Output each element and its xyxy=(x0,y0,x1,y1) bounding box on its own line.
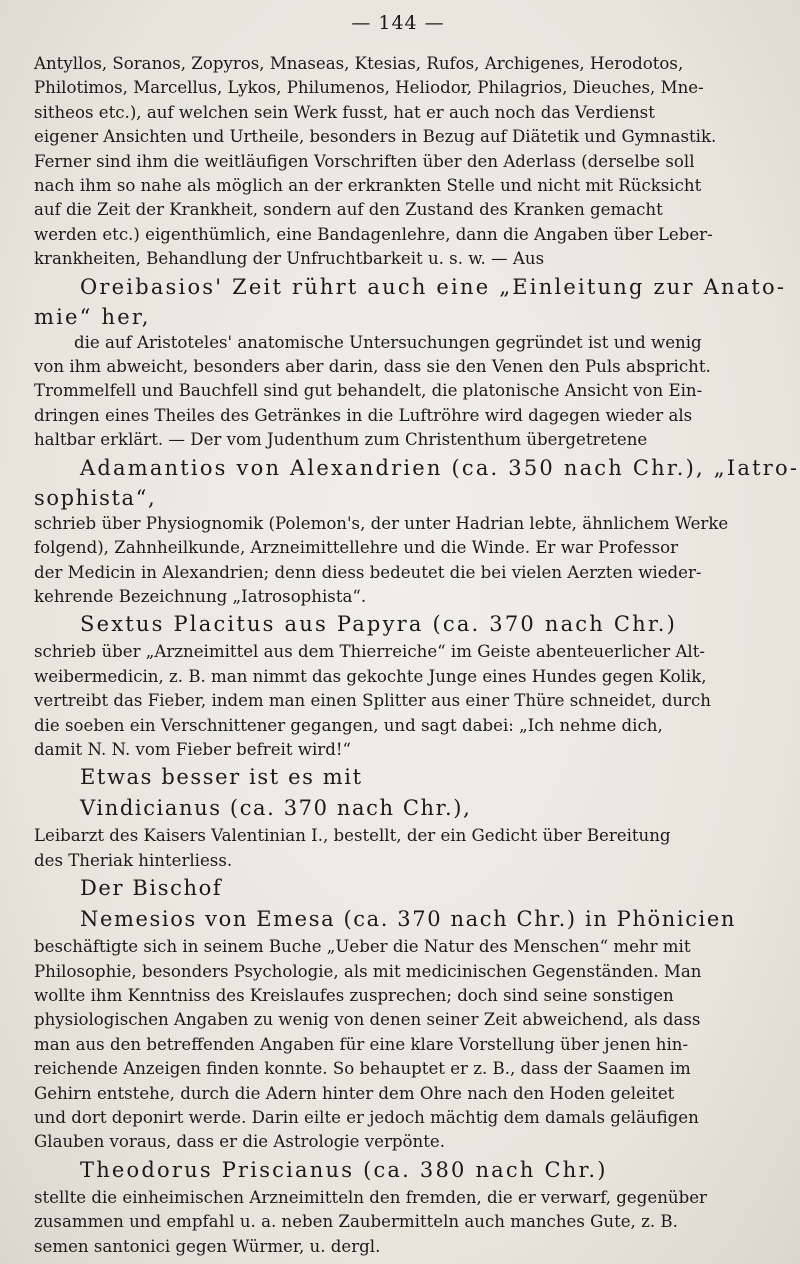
heading-line: Theodorus Priscianus (ca. 380 nach Chr.) xyxy=(80,1157,608,1182)
text-line: schrieb über „Arzneimittel aus dem Thierreiche“ im Geiste abenteuerlicher Alt- xyxy=(34,642,706,662)
heading-oreibasios xyxy=(34,272,787,331)
heading-line: Der Bischof xyxy=(80,876,223,901)
paragraph-physiognomik xyxy=(34,512,762,610)
text-line: die soeben ein Verschnittener gegangen, und sagt dabei: „Ich nehme dich, xyxy=(34,715,663,735)
text-line: Gehirn entstehe, durch die Adern hinter dem Ohre nach den Hoden geleitet xyxy=(34,1083,675,1103)
paragraph-thierreiche xyxy=(34,640,762,762)
heading-nemesios xyxy=(34,873,762,935)
heading-line: Sextus Placitus aus Papyra (ca. 370 nach Chr.) xyxy=(80,612,678,637)
text-line: Ferner sind ihm die weitläufigen Vorschriften über den Aderlass (derselbe soll xyxy=(34,151,695,171)
text-line: zusammen und empfahl u. a. neben Zaubermitteln auch manches Gute, z. B. xyxy=(34,1212,678,1232)
paragraph-sources xyxy=(34,52,762,272)
text-line: der Medicin in Alexandrien; denn diess bedeutet die bei vielen Aerzten wieder- xyxy=(34,562,702,582)
text-line: Trommelfell und Bauchfell sind gut behandelt, die platonische Ansicht von Ein- xyxy=(34,381,703,401)
text-line: schrieb über Physiognomik (Polemon's, der unter Hadrian lebte, ähnlichem Werke xyxy=(34,513,729,533)
paragraph-anatomie xyxy=(34,331,762,453)
text-line: semen santonici gegen Würmer, u. dergl. xyxy=(34,1236,381,1256)
text-line: reichende Anzeigen finden konnte. So behauptet er z. B., dass der Saamen im xyxy=(34,1059,691,1079)
text-line: nach ihm so nahe als möglich an der erkrankten Stelle und nicht mit Rücksicht xyxy=(34,176,702,196)
paragraph-natur-des-menschen xyxy=(34,935,762,1155)
paragraph-theriak xyxy=(34,824,762,873)
text-line: kehrende Bezeichnung „Iatrosophista“. xyxy=(34,586,367,606)
text-line: eigener Ansichten und Urtheile, besonders in Bezug auf Diätetik und Gymnastik. xyxy=(34,127,717,147)
heading-line: Vindicianus (ca. 370 nach Chr.), xyxy=(80,796,472,821)
text-line: Philosophie, besonders Psychologie, als mit medicinischen Gegenständen. Man xyxy=(34,961,702,981)
paragraph-arzneimittel xyxy=(34,1186,762,1259)
text-line: man aus den betreffenden Angaben für eine klare Vorstellung über jenen hin- xyxy=(34,1034,689,1054)
heading-adamantios xyxy=(34,453,800,512)
text-line: krankheiten, Behandlung der Unfruchtbarkeit u. s. w. — Aus xyxy=(34,249,545,269)
text-line: wollte ihm Kenntniss des Kreislaufes zusprechen; doch sind seine sonstigen xyxy=(34,985,674,1005)
text-line: Leibarzt des Kaisers Valentinian I., bestellt, der ein Gedicht über Bereitung xyxy=(34,826,671,846)
text-line: auf die Zeit der Krankheit, sondern auf den Zustand des Kranken gemacht xyxy=(34,200,663,220)
heading-vindicianus xyxy=(34,762,762,824)
heading-line: sophista“, xyxy=(34,485,157,510)
heading-sextus-placitus xyxy=(34,609,762,640)
text-line: weibermedicin, z. B. man nimmt das gekochte Junge eines Hundes gegen Kolik, xyxy=(34,666,707,686)
text-line: Glauben voraus, dass er die Astrologie verpönte. xyxy=(34,1132,445,1152)
text-line: beschäftigte sich in seinem Buche „Ueber die Natur des Menschen“ mehr mit xyxy=(34,937,691,957)
heading-line: Nemesios von Emesa (ca. 370 nach Chr.) in Phönicien xyxy=(80,907,737,932)
text-line: haltbar erklärt. — Der vom Judenthum zum Christenthum übergetretene xyxy=(34,430,648,450)
text-line: folgend), Zahnheilkunde, Arzneimittellehre und die Winde. Er war Professor xyxy=(34,538,679,558)
text-line: sitheos etc.), auf welchen sein Werk fusst, hat er auch noch das Verdienst xyxy=(34,102,655,122)
text-line: damit N. N. vom Fieber befreit wird!“ xyxy=(34,739,351,759)
text-line: vertreibt das Fieber, indem man einen Splitter aus einer Thüre schneidet, durch xyxy=(34,691,711,711)
text-line: werden etc.) eigenthümlich, eine Bandagenlehre, dann die Angaben über Leber- xyxy=(34,224,713,244)
heading-theodorus xyxy=(34,1155,762,1186)
text-line: und dort deponirt werde. Darin eilte er jedoch mächtig dem damals geläufigen xyxy=(34,1108,699,1127)
page-body xyxy=(34,52,800,1259)
text-line: physiologischen Angaben zu wenig von denen seiner Zeit abweichend, als dass xyxy=(34,1010,701,1030)
text-line: die auf Aristoteles' anatomische Untersuchungen gegründet ist und wenig xyxy=(74,332,702,352)
text-line: des Theriak hinterliess. xyxy=(34,850,233,870)
heading-line: Oreibasios' Zeit rührt auch eine „Einleitung zur Anato- xyxy=(80,274,787,299)
text-line: Philotimos, Marcellus, Lykos, Philumenos, Heliodor, Philagrios, Dieuches, Mne- xyxy=(34,78,704,98)
page-number: — 144 — xyxy=(351,12,445,34)
heading-line: Adamantios von Alexandrien (ca. 350 nach Chr.), „Iatro- xyxy=(80,455,800,480)
text-line: stellte die einheimischen Arzneimitteln den fremden, die er verwarf, gegenüber xyxy=(34,1187,707,1207)
text-line: dringen eines Theiles des Getränkes in die Luftröhre wird dagegen wieder als xyxy=(34,405,693,425)
text-line: Antyllos, Soranos, Zopyros, Mnaseas, Ktesias, Rufos, Archigenes, Herodotos, xyxy=(34,54,684,73)
text-line: von ihm abweicht, besonders aber darin, dass sie den Venen den Puls abspricht. xyxy=(34,357,711,377)
heading-line: mie“ her, xyxy=(34,304,151,329)
heading-line: Etwas besser ist es mit xyxy=(80,765,363,790)
